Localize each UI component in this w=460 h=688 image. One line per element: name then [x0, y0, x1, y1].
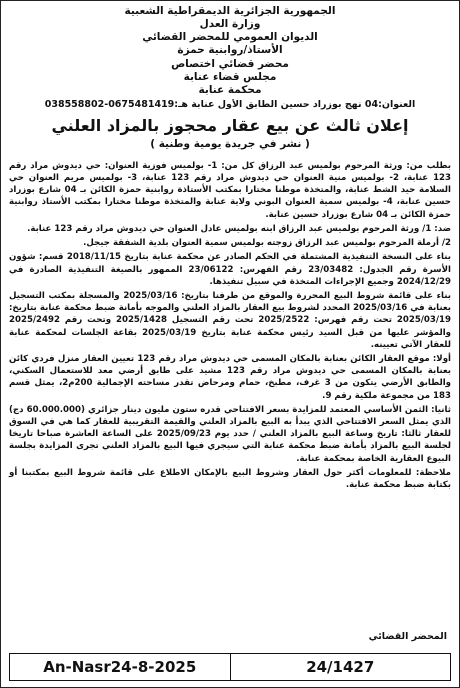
ministry-heading: وزارة العدل [199, 18, 261, 31]
property-description: أولا: موقع العقار الكائن بعنابة بالمكان المسمى حي ديدوش مراد رقم 123 تعيين العقار منزل فردي كائن بعنابة بالمكان المسمى حي ديدوش مراد رقم 123 مشيد على طابق أرضي معد للاستعمال السكني، والطابق الأرضي يتكون من 3 غرف، مطبخ، حمام ومرحاض تقدر مساحته الإجمالية 200م2، يمثل قسم 183 من مجموعة ملكية رقم 9. [9, 353, 452, 401]
defendant-1: ضد: 1/ ورثة المرحوم بولميس عبد الرزاق ابنه بولميس عادل العنوان حي ديدوش مراد رقم 123 عنابة. [27, 223, 451, 234]
signature-label: المحضر القضائي [368, 631, 447, 642]
office-heading: الديوان العمومي للمحضر القضائي [142, 31, 318, 44]
legal-basis: بناء على النسخة التنفيذية المشتملة في الحكم الصادر عن محكمة عنابة بتاريخ 2018/11/15 قسم: شؤون الأسرة رقم الجدول: 23/03482 رقم الفهرس: 23/06122 الممهور بالصيغة التنفيذية الصادرة في 2024/12/29 وجميع الإجراءات المتخذة في سبيل تنفيذها. [9, 252, 451, 287]
notice-header [1, 5, 459, 97]
newspaper-date: An-Nasr24-8-2025 [43, 658, 197, 676]
notice-body [9, 160, 451, 491]
reference-number: 24/1427 [230, 654, 451, 680]
defendant-2: 2/ أرملة المرحوم بولميس عبد الرزاق زوجته بولميس سمية العنوان بلدية الشفقة جيجل. [83, 238, 451, 249]
publication-footer [9, 653, 451, 681]
jurisdiction-line: محضر قضائي اختصاص [171, 57, 289, 70]
republic-heading: الجمهورية الجزائرية الديمقراطية الشعبية [124, 5, 336, 17]
council-line: مجلس قضاء عنابة [183, 70, 277, 83]
office-address: العنوان:04 نهج بوزراد حسين الطابق الأول عنابة هـ:0675481419-038558802 [44, 98, 416, 110]
price-and-date: ثانيا: الثمن الأساسي المعتمد للمزايدة بسعر الافتتاحي قدره ستون مليون دينار جزائري (60.000.000 دج) الذي يمثل السعر الافتتاحي الذي يبدأ به البيع بالمزاد العلني والقيمة التقريبية للعقار كما هي في السوق للعقار ثالثا: تاريخ وساعة البيع بالمزاد العلني / حدد يوم 2025/09/23 على الساعة العاشرة صباحا تاريخا لجلسة البيع بالمزاد بأمانة ضبط محكمة عنابة التي سيجري فيها البيع بالمزاد العلني تجرى المزايدة بجلسة البيوع العقارية الخاصة بمحكمة عنابة. [9, 404, 452, 464]
court-line: محكمة عنابة [198, 83, 262, 96]
note-paragraph: ملاحظة: للمعلومات أكثر حول العقار وشروط البيع بالإمكان الاطلاع على قائمة شروط البيع بمكتبنا أو بكتابة ضبط محكمة عنابة. [9, 467, 451, 490]
notice-subtitle: ( نشر في جريدة يومية وطنية ) [150, 137, 310, 150]
notice-title: إعلان ثالث عن بيع عقار محجوز بالمزاد العلني [51, 115, 409, 135]
requesting-parties: بطلب من: ورثة المرحوم بولميس عبد الرزاق كل من: 1- بولميس فوزية العنوان: حي ديدوش مراد رقم 123 عنابة، 2- بولميس منية العنوان حي ديدوش مراد رقم 123 عنابة، 3- بولميس مريم العنوان حي السلامة حيد الشط عنابة، والمتخذة موطنا مختارا بمكتب الأستاذة روابنية حمزة الكائن بـ 04 شارع بوزراد حسين عنابة، 4- بولميس سمية العنوان البوني ولاية عنابة والمتخذة موطنا مختارا بمكتب الأستاذ روابنية حمزة الكائن بـ 04 شارع بوزراد حسين عنابة. [9, 160, 452, 220]
bailiff-name: الأستاذ/روابنية حمزة [177, 44, 283, 57]
sale-conditions: بناء على قائمة شروط البيع المحررة والموقع من طرفنا بتاريخ: 2025/03/16 والمسجلة بمكتب التسجيل بعنابة في 2025/03/16 المحدد لشروط بيع العقار بالمزاد العلني والموجه بأمانة ضبط محكمة عنابة بتاريخ: 2025/03/19 تحت رقم فهرس: 2025/2522 تحت رقم التسجيل 2025/1428 وتحت رقم 2025/2492 والمؤشر عليها من قبل السيد رئيس محكمة عنابة بتاريخ 2025/03/19 بقاعة الجلسات لمحكمة عنابة للعقار الآتي تعيينه. [9, 290, 451, 350]
